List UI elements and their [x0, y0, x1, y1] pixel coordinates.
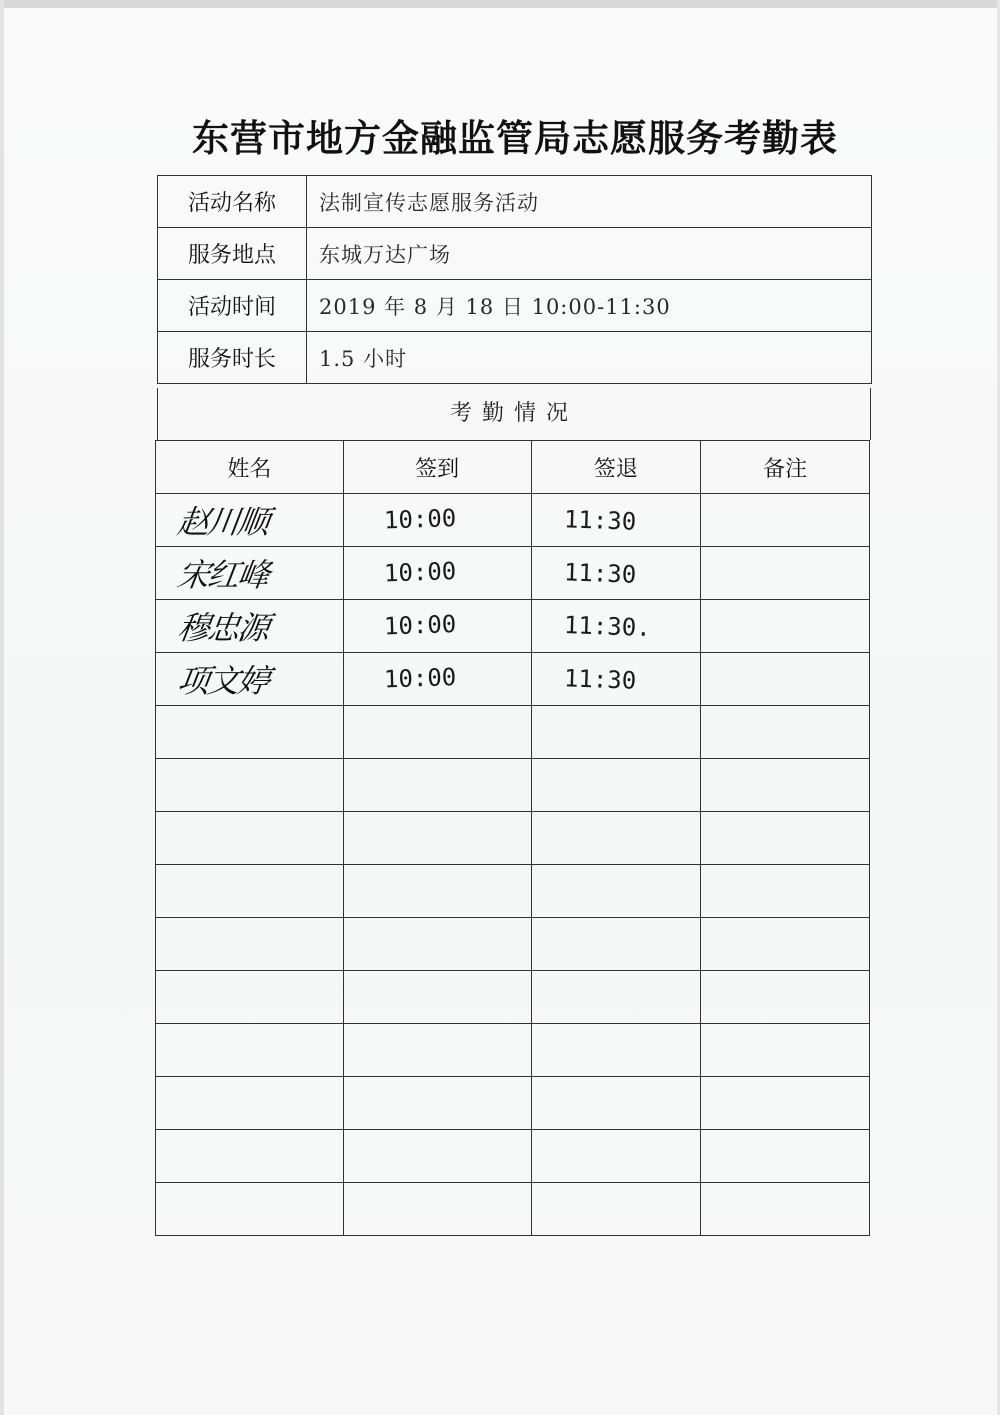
attendee-name-cell [156, 706, 344, 759]
table-row [156, 1024, 870, 1077]
sign-out-time: 11:30 [563, 558, 637, 589]
sign-in-time: 10:00 [383, 557, 457, 588]
sign-in-time-cell [343, 971, 531, 1024]
sign-out-time: 11:30. [563, 611, 651, 643]
table-row [156, 759, 870, 812]
sign-out-time-cell [531, 706, 701, 759]
note-cell-cell [701, 812, 870, 865]
sign-in-time-cell [343, 865, 531, 918]
sign-in-time [344, 1055, 384, 1056]
note-cell-cell [701, 1130, 870, 1183]
attendee-name-cell [156, 600, 344, 653]
note-cell-cell [701, 600, 870, 653]
sign-out-time-cell [531, 918, 701, 971]
table-row [156, 706, 870, 759]
sign-out-time-cell [531, 812, 701, 865]
sign-in-time-cell [343, 1130, 531, 1183]
sign-out-time-cell [531, 653, 701, 706]
sign-out-time [532, 896, 564, 897]
column-header-sign-in: 签到 [343, 441, 531, 494]
table-row [156, 600, 870, 653]
sign-out-time [532, 949, 564, 950]
table-row [156, 494, 870, 547]
attendee-name-cell [156, 1024, 344, 1077]
note-cell-cell [701, 865, 870, 918]
note-cell-cell [701, 918, 870, 971]
sign-in-time-cell [343, 1183, 531, 1236]
sign-out-time: 11:30 [563, 664, 637, 695]
sign-in-time: 10:00 [383, 610, 457, 641]
sign-out-time-cell [531, 759, 701, 812]
sign-out-time [532, 1002, 564, 1003]
table-row [156, 1077, 870, 1130]
sign-out-time-cell [531, 1130, 701, 1183]
attendee-name-cell [156, 1183, 344, 1236]
sign-out-time [532, 1108, 564, 1109]
note-cell-cell [701, 653, 870, 706]
sign-out-time [532, 843, 564, 844]
note-cell-cell [701, 494, 870, 547]
note-cell-cell [701, 547, 870, 600]
sign-out-time-cell [531, 1024, 701, 1077]
sign-out-time-cell [531, 547, 701, 600]
note-cell-cell [701, 1183, 870, 1236]
sign-in-time [344, 790, 384, 791]
table-row [156, 1130, 870, 1183]
document-title: 东营市地方金融监管局志愿服务考勤表 [192, 117, 838, 160]
info-label: 活动名称 [158, 176, 307, 228]
sign-in-time [344, 949, 384, 950]
attendee-name: 宋红峰 [175, 556, 271, 594]
sign-out-time-cell [531, 494, 701, 547]
attendee-name-cell [156, 971, 344, 1024]
sign-in-time [344, 737, 384, 738]
sign-in-time [344, 843, 384, 844]
attendee-name-cell [156, 812, 344, 865]
attendee-name-cell [156, 865, 344, 918]
info-row-activity-name [158, 176, 872, 228]
attendee-name: 赵川顺 [175, 503, 271, 541]
info-value: 2019 年 8 月 18 日 10:00-11:30 [307, 280, 872, 332]
sign-out-time-cell [531, 971, 701, 1024]
sign-out-time [532, 737, 564, 738]
sign-out-time: 11:30 [563, 505, 637, 536]
sign-in-time-cell [343, 706, 531, 759]
table-row [156, 1183, 870, 1236]
attendee-name-cell [156, 759, 344, 812]
sign-in-time-cell [343, 918, 531, 971]
info-label: 服务时长 [158, 332, 307, 384]
sign-in-time: 10:00 [383, 663, 457, 694]
attendee-name-cell [156, 494, 344, 547]
attendance-header-row [156, 441, 870, 494]
sign-out-time-cell [531, 1077, 701, 1130]
info-value: 东城万达广场 [307, 228, 872, 280]
table-row [156, 812, 870, 865]
sign-out-time [532, 1055, 564, 1056]
column-header-name: 姓名 [156, 441, 344, 494]
sign-in-time [344, 1161, 384, 1162]
sign-in-time-cell [343, 653, 531, 706]
attendee-name-cell [156, 918, 344, 971]
sign-out-time [532, 1161, 564, 1162]
scan-edge-left [0, 0, 4, 1415]
attendance-rows [156, 494, 870, 1236]
attendee-name-cell [156, 1130, 344, 1183]
table-row [156, 653, 870, 706]
scan-edge-top [0, 0, 1000, 8]
attendee-name: 穆忠源 [175, 609, 271, 647]
activity-info-table [157, 175, 872, 384]
note-cell-cell [701, 1077, 870, 1130]
sign-in-time-cell [343, 547, 531, 600]
info-row-duration [158, 332, 872, 384]
sign-in-time [344, 1214, 384, 1215]
table-row [156, 865, 870, 918]
note-cell-cell [701, 706, 870, 759]
sign-in-time [344, 896, 384, 897]
sign-out-time [532, 1214, 564, 1215]
note-cell-cell [701, 1024, 870, 1077]
info-label: 活动时间 [158, 280, 307, 332]
sign-out-time-cell [531, 600, 701, 653]
attendee-name-cell [156, 653, 344, 706]
info-row-time [158, 280, 872, 332]
table-row [156, 918, 870, 971]
info-label: 服务地点 [158, 228, 307, 280]
note-cell-cell [701, 971, 870, 1024]
sign-in-time-cell [343, 1077, 531, 1130]
sign-in-time-cell [343, 812, 531, 865]
info-value: 1.5 小时 [307, 332, 872, 384]
attendance-table [155, 440, 870, 1236]
table-row [156, 971, 870, 1024]
info-value: 法制宣传志愿服务活动 [307, 176, 872, 228]
sign-out-time-cell [531, 1183, 701, 1236]
sign-in-time [344, 1002, 384, 1003]
sign-in-time-cell [343, 759, 531, 812]
sign-in-time: 10:00 [383, 504, 457, 535]
column-header-sign-out: 签退 [531, 441, 701, 494]
attendee-name-cell [156, 1077, 344, 1130]
table-row [156, 547, 870, 600]
sign-out-time [532, 790, 564, 791]
info-row-location [158, 228, 872, 280]
attendee-name: 项文婷 [175, 662, 271, 700]
sign-in-time-cell [343, 494, 531, 547]
sign-in-time-cell [343, 600, 531, 653]
attendee-name-cell [156, 547, 344, 600]
sign-in-time [344, 1108, 384, 1109]
sign-out-time-cell [531, 865, 701, 918]
note-cell-cell [701, 759, 870, 812]
attendance-section-title: 考勤情况 [157, 388, 871, 440]
column-header-note: 备注 [701, 441, 870, 494]
sign-in-time-cell [343, 1024, 531, 1077]
